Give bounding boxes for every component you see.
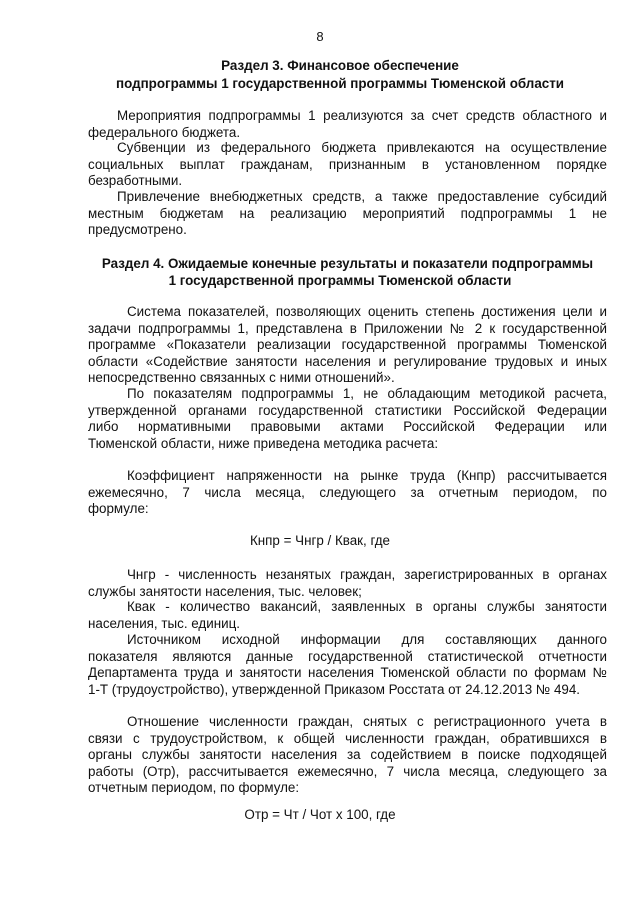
section4-heading-line1: Раздел 4. Ожидаемые конечные результаты и показатели подпрограммы [101,256,594,271]
text-line: Источником исходной информации для составляющих данного [127,632,607,647]
text-line: населения, тыс. единиц. [88,615,240,631]
text-line: федерального бюджета. [88,124,241,140]
section4-heading-line2: 1 государственной программы Тюменской области [168,273,512,288]
text-line: социальных выплат гражданам, признанным в установленном порядке [88,156,607,172]
text-line: показателя являются данные государственной статистической отчетности [88,648,607,664]
text-line: непосредственно связанных с ними отношений». [88,370,395,386]
text-line: Отношение численности граждан, снятых с регистрационного учета в [127,714,607,729]
section3-paragraph-1 [88,108,607,141]
section4-paragraph-3 [88,468,607,518]
section3-heading-line2: подпрограммы 1 государственной программы Тюменской области [115,76,565,91]
page-number: 8 [316,29,324,44]
section4-paragraph-1 [88,304,607,387]
text-line: работы (Отр), рассчитывается ежемесячно, 7 числа месяца, следующего за [88,763,607,779]
text-line: ежемесячно, 7 числа месяца, следующего за отчетным периодом, по [88,484,607,500]
text-line: Департамента труда и занятости населения Тюменской области по формам № [88,665,607,681]
text-line: Квак - количество вакансий, заявленных в органы службы занятости [127,599,607,614]
text-line: Привлечение внебюджетных средств, а также предоставление субсидий [117,189,607,204]
text-line: предусмотрено. [88,222,187,238]
text-line: утвержденной органами государственной статистики Российской Федерации [88,402,607,418]
formula-otr: Отр = Чт / Чот х 100, где [244,807,396,822]
text-line: области «Содействие занятости населения и регулирование трудовых и иных [88,353,607,369]
section4-paragraph-2 [88,386,607,452]
formula-knpr: Кнпр = Чнгр / Квак, где [249,533,391,548]
text-line: задачи подпрограммы 1, представлена в Приложении № 2 к государственной [88,320,607,336]
text-line: программе «Показатели реализации государственной программы Тюменской [88,337,607,353]
text-line: местным бюджетам на реализацию мероприятий подпрограммы 1 не [88,205,607,221]
text-line: либо нормативными правовыми актами Российской Федерации или [88,419,607,435]
section4-paragraph-6 [88,632,607,698]
text-line: 1-Т (трудоустройство), утвержденной Приказом Росстата от 24.12.2013 № 494. [88,681,581,697]
text-line: Система показателей, позволяющих оценить степень достижения цели и [127,304,607,319]
section3-heading-line1: Раздел 3. Финансовое обеспечение [221,58,459,73]
text-line: формуле: [88,501,149,517]
section4-paragraph-5 [88,599,607,632]
section3-paragraph-2 [88,140,607,190]
text-line: Субвенции из федерального бюджета привлекаются на осуществление [117,140,607,155]
text-line: Мероприятия подпрограммы 1 реализуются за счет средств областного и [117,108,607,123]
text-line: По показателям подпрограммы 1, не обладающим методикой расчета, [127,386,607,401]
text-line: отчетным периодом, по формуле: [88,780,300,796]
text-line: Чнгр - численность незанятых граждан, зарегистрированных в органах [127,567,607,582]
text-line: службы занятости населения, тыс. человек; [88,583,362,599]
section4-paragraph-4 [88,567,607,600]
text-line: Тюменской области, ниже приведена методика расчета: [88,435,439,451]
section4-paragraph-7 [88,714,607,797]
text-line: безработными. [88,173,183,189]
text-line: связи с трудоустройством, к общей численности граждан, обратившихся в [88,730,607,746]
section3-paragraph-3 [88,189,607,239]
text-line: Коэффициент напряженности на рынке труда (Кнпр) рассчитывается [127,468,607,483]
text-line: органы службы занятости населения за содействием в поиске подходящей [88,747,607,763]
